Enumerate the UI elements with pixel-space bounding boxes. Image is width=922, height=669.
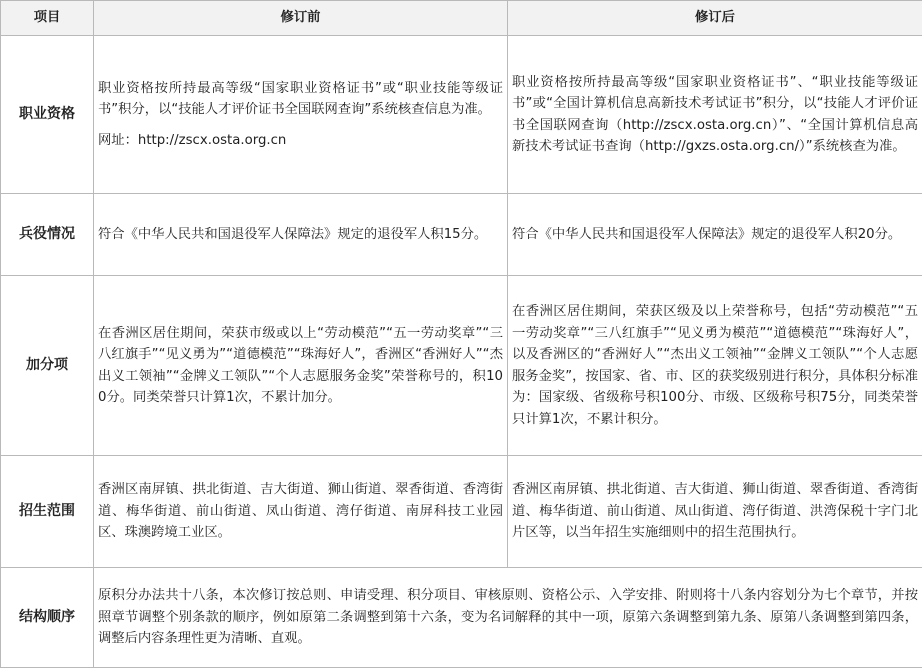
before-website: 网址：http://zscx.osta.org.cn <box>98 132 287 148</box>
header-before: 修订前 <box>94 1 508 36</box>
cell-after: 香洲区南屏镇、拱北街道、吉大街道、狮山街道、翠香街道、香湾街道、梅华街道、前山街道、凤山街道、湾仔街道、洪湾保税十字门北片区等，以当年招生实施细则中的招生范围执行。 <box>508 456 922 568</box>
cell-merged: 原积分办法共十八条，本次修订按总则、申请受理、积分项目、审核原则、资格公示、入学安排、附则将十八条内容划分为七个章节，并按照章节调整个别条款的顺序，例如原第二条调整到第十六条，变为名词解释的其中一项，原第六条调整到第九条、原第八条调整到第四条，调整后内容条理性更为清晰、直观。 <box>94 568 922 668</box>
before-text: 职业资格按所持最高等级“国家职业资格证书”或“职业技能等级证书”积分，以“技能人才评价证书全国联网查询”系统核查信息为准。 <box>98 80 503 118</box>
row-category: 结构顺序 <box>1 568 94 668</box>
table-row <box>1 36 922 194</box>
row-category: 兵役情况 <box>1 194 94 276</box>
cell-before: 在香洲区居住期间，荣获市级或以上“劳动模范”“五一劳动奖章”“三八红旗手”“见义勇为”“道德模范”“珠海好人”，香洲区“香洲好人”“杰出义工领袖”“金牌义工领队”“个人志愿服务金奖”荣誉称号的，积100分。同类荣誉只计算1次，不累计加分。 <box>94 276 508 456</box>
cell-before <box>94 36 508 194</box>
cell-before: 符合《中华人民共和国退役军人保障法》规定的退役军人积15分。 <box>94 194 508 276</box>
header-item: 项目 <box>1 1 94 36</box>
cell-before: 香洲区南屏镇、拱北街道、吉大街道、狮山街道、翠香街道、香湾街道、梅华街道、前山街道、凤山街道、湾仔街道、南屏科技工业园区、珠澳跨境工业区。 <box>94 456 508 568</box>
header-row <box>1 1 922 36</box>
table-row <box>1 568 922 668</box>
row-category: 职业资格 <box>1 36 94 194</box>
cell-after: 符合《中华人民共和国退役军人保障法》规定的退役军人积20分。 <box>508 194 922 276</box>
table-row <box>1 456 922 568</box>
table-row <box>1 276 922 456</box>
row-category: 招生范围 <box>1 456 94 568</box>
row-category: 加分项 <box>1 276 94 456</box>
cell-after: 职业资格按所持最高等级“国家职业资格证书”、“职业技能等级证书”或“全国计算机信息高新技术考试证书”积分，以“技能人才评价证书全国联网查询（http://zscx.osta.org.cn）”、“全国计算机信息高新技术考试证书查询（http://gxzs.osta.org.cn/）”系统核查为准。 <box>508 36 922 194</box>
table-row <box>1 194 922 276</box>
header-after: 修订后 <box>508 1 922 36</box>
cell-after: 在香洲区居住期间，荣获区级及以上荣誉称号，包括“劳动模范”“五一劳动奖章”“三八红旗手”“见义勇为模范”“道德模范”“珠海好人”，以及香洲区的“香洲好人”“杰出义工领袖”“金牌义工领队”“个人志愿服务金奖”，按国家、省、市、区的获奖级别进行积分，具体积分标准为：国家级、省级称号积100分、市级、区级称号积75分，同类荣誉只计算1次，不累计积分。 <box>508 276 922 456</box>
